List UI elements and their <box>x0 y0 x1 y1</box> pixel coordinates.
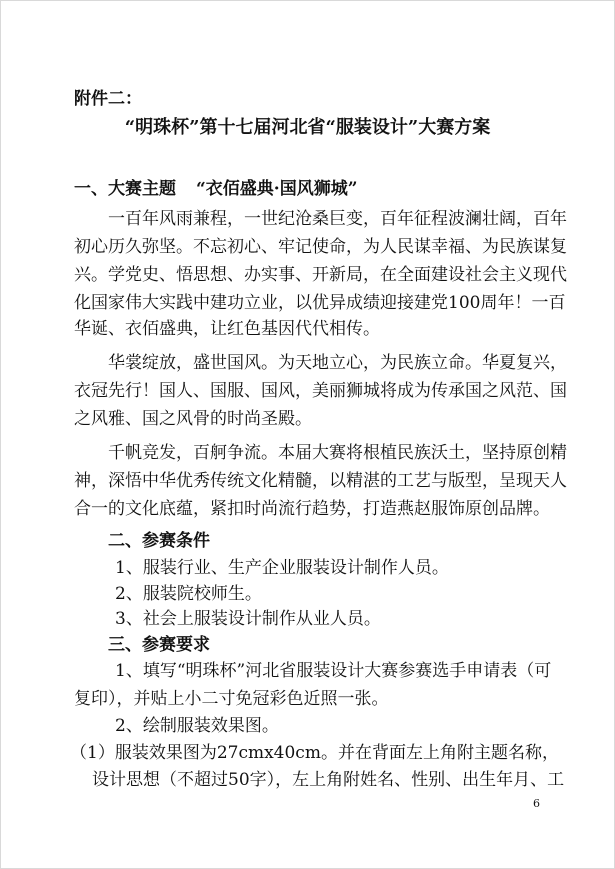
requirement-line: 1、填写“明珠杯”河北省服装设计大赛参赛选手申请表（可 <box>115 661 552 681</box>
section3-heading: 三、参赛要求 <box>108 635 210 655</box>
document-title: “明珠杯”第十七届河北省“服装设计”大赛方案 <box>124 117 491 138</box>
paragraph-line: 兴。学党史、悟思想、办实事、开新局，在全面建设社会主义现代 <box>74 265 567 285</box>
requirement-line: （1）服装效果图为27cmx40cm。并在背面左上角附主题名称， <box>70 743 559 763</box>
section2-heading: 二、参赛条件 <box>108 531 210 551</box>
requirement-line: 复印），并贴上小二寸免冠彩色近照一张。 <box>74 689 389 709</box>
paragraph-line: 衣冠先行！国人、国服、国风，美丽狮城将成为传承国之风范、国 <box>74 381 567 401</box>
section1-theme: “衣佰盛典·国风狮城” <box>196 179 358 199</box>
requirement-line: 设计思想（不超过50字），左上角附姓名、性别、出生年月、工 <box>92 770 565 790</box>
paragraph-line: 一百年风雨兼程，一世纪沧桑巨变，百年征程波澜壮阔，百年 <box>108 209 567 229</box>
paragraph-line: 神，深悟中华优秀传统文化精髓，以精湛的工艺与版型，呈现天人 <box>74 471 567 491</box>
paragraph-line: 华诞、衣佰盛典，让红色基因代代相传。 <box>74 319 380 339</box>
list-item: 2、服装院校师生。 <box>115 584 262 604</box>
paragraph-line: 千帆竞发，百舸争流。本届大赛将根植民族沃土，坚持原创精 <box>108 443 567 463</box>
list-item: 1、服装行业、生产企业服装设计制作人员。 <box>115 558 449 578</box>
paragraph-line: 华裳绽放，盛世国风。为天地立心，为民族立命。华夏复兴， <box>108 353 567 373</box>
page-number: 6 <box>533 797 540 810</box>
section1-heading: 一、大赛主题 <box>74 179 176 199</box>
list-item: 3、社会上服装设计制作从业人员。 <box>115 609 381 629</box>
requirement-line: 2、绘制服装效果图。 <box>115 716 279 736</box>
paragraph-line: 化国家伟大实践中建功立业，以优异成绩迎接建党100周年！一百 <box>74 293 566 313</box>
paragraph-line: 之风雅、国之风骨的时尚圣殿。 <box>74 409 312 429</box>
paragraph-line: 合一的文化底蕴，紧扣时尚流行趋势，打造燕赵服饰原创品牌。 <box>74 499 550 519</box>
attachment-label: 附件二： <box>74 89 142 109</box>
paragraph-line: 初心历久弥坚。不忘初心、牢记使命，为人民谋幸福、为民族谋复 <box>74 237 567 257</box>
